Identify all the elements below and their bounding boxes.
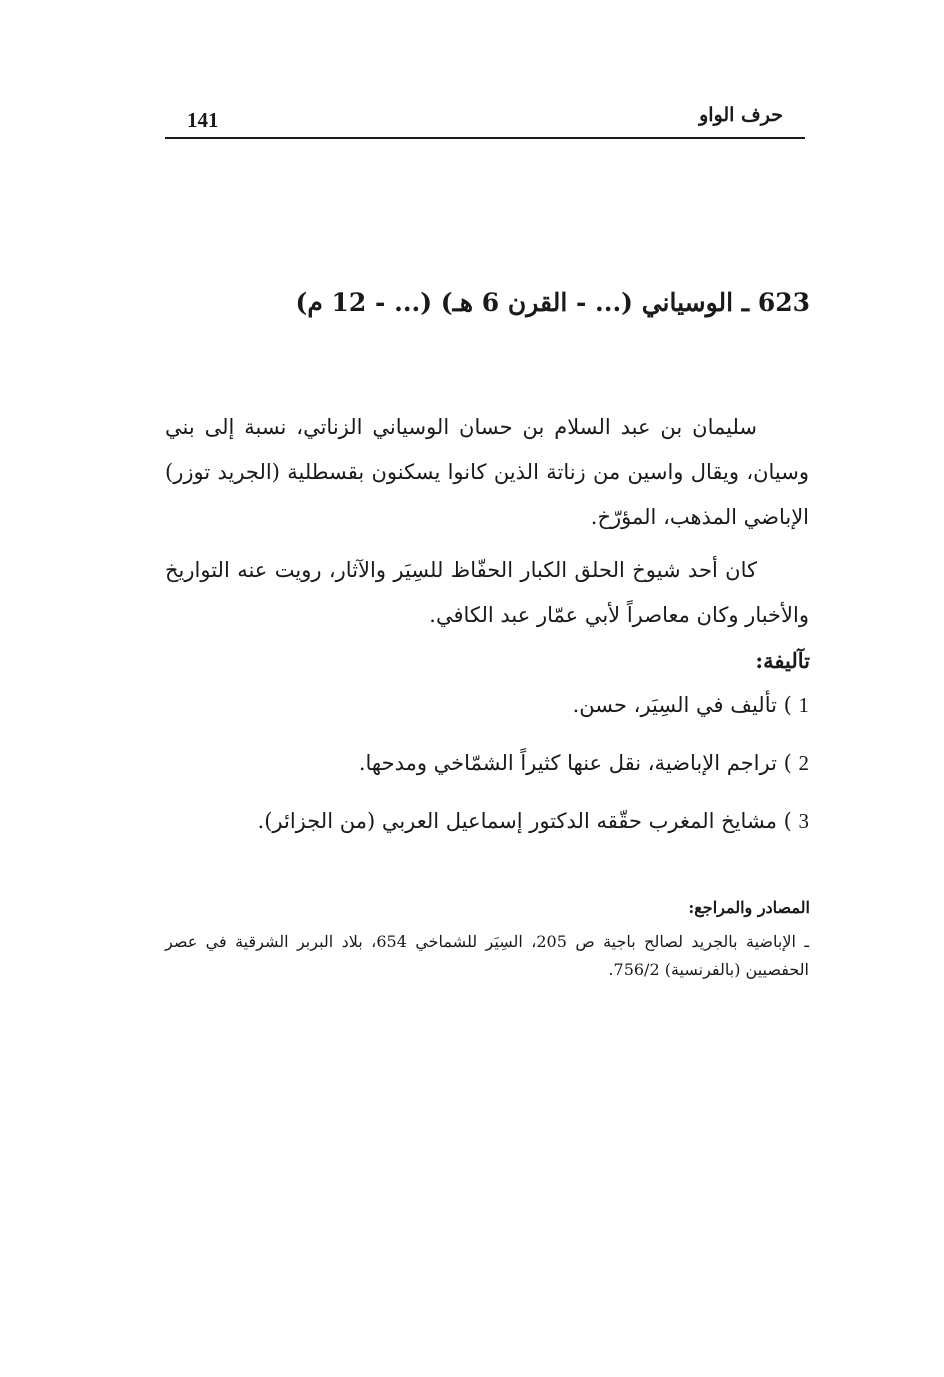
career-paragraph: كان أحد شيوخ الحلق الكبار الحفّاظ للسِيَر والآثار، رويت عنه التواريخ والأخبار وكان معاصراً لأبي عمّار عبد الكافي. (165, 558, 809, 627)
page-header (165, 100, 809, 138)
running-head: حرف الواو (699, 104, 783, 126)
work-number: 2 (798, 751, 809, 775)
sources-text: ـ الإباضية بالجريد لصالح باجية ص 205، السِيَر للشماخي 654، بلاد البربر الشرقية في عصر الحفصيين (بالفرنسية) 756/2. (165, 932, 810, 979)
work-text: ) تراجم الإباضية، نقل عنها كثيراً الشمّاخي ومدحها. (358, 751, 792, 775)
sources-heading: المصادر والمراجع: (688, 898, 810, 917)
biography-paragraph: سليمان بن عبد السلام بن حسان الوسياني الزناتي، نسبة إلى بني وسيان، ويقال واسين من زناتة الذين كانوا يسكنون بقسطلية (الجريد توزر) الإباضي المذهب، المؤرّخ. (165, 415, 809, 529)
entry-title: 623 ـ الوسياني (... - القرن 6 هـ) (... - 12 م) (295, 288, 810, 317)
work-item (165, 806, 809, 836)
works-heading: تآليفة: (755, 648, 810, 673)
work-text: ) مشايخ المغرب حقّقه الدكتور إسماعيل العربي (من الجزائر). (257, 809, 792, 833)
work-item (165, 748, 809, 778)
works-list (165, 690, 809, 864)
page-number: 141 (187, 108, 219, 132)
work-number: 1 (798, 693, 809, 717)
work-text: ) تأليف في السِيَر، حسن. (572, 693, 792, 717)
work-item (165, 690, 809, 720)
work-number: 3 (798, 809, 809, 833)
header-rule (165, 137, 805, 139)
